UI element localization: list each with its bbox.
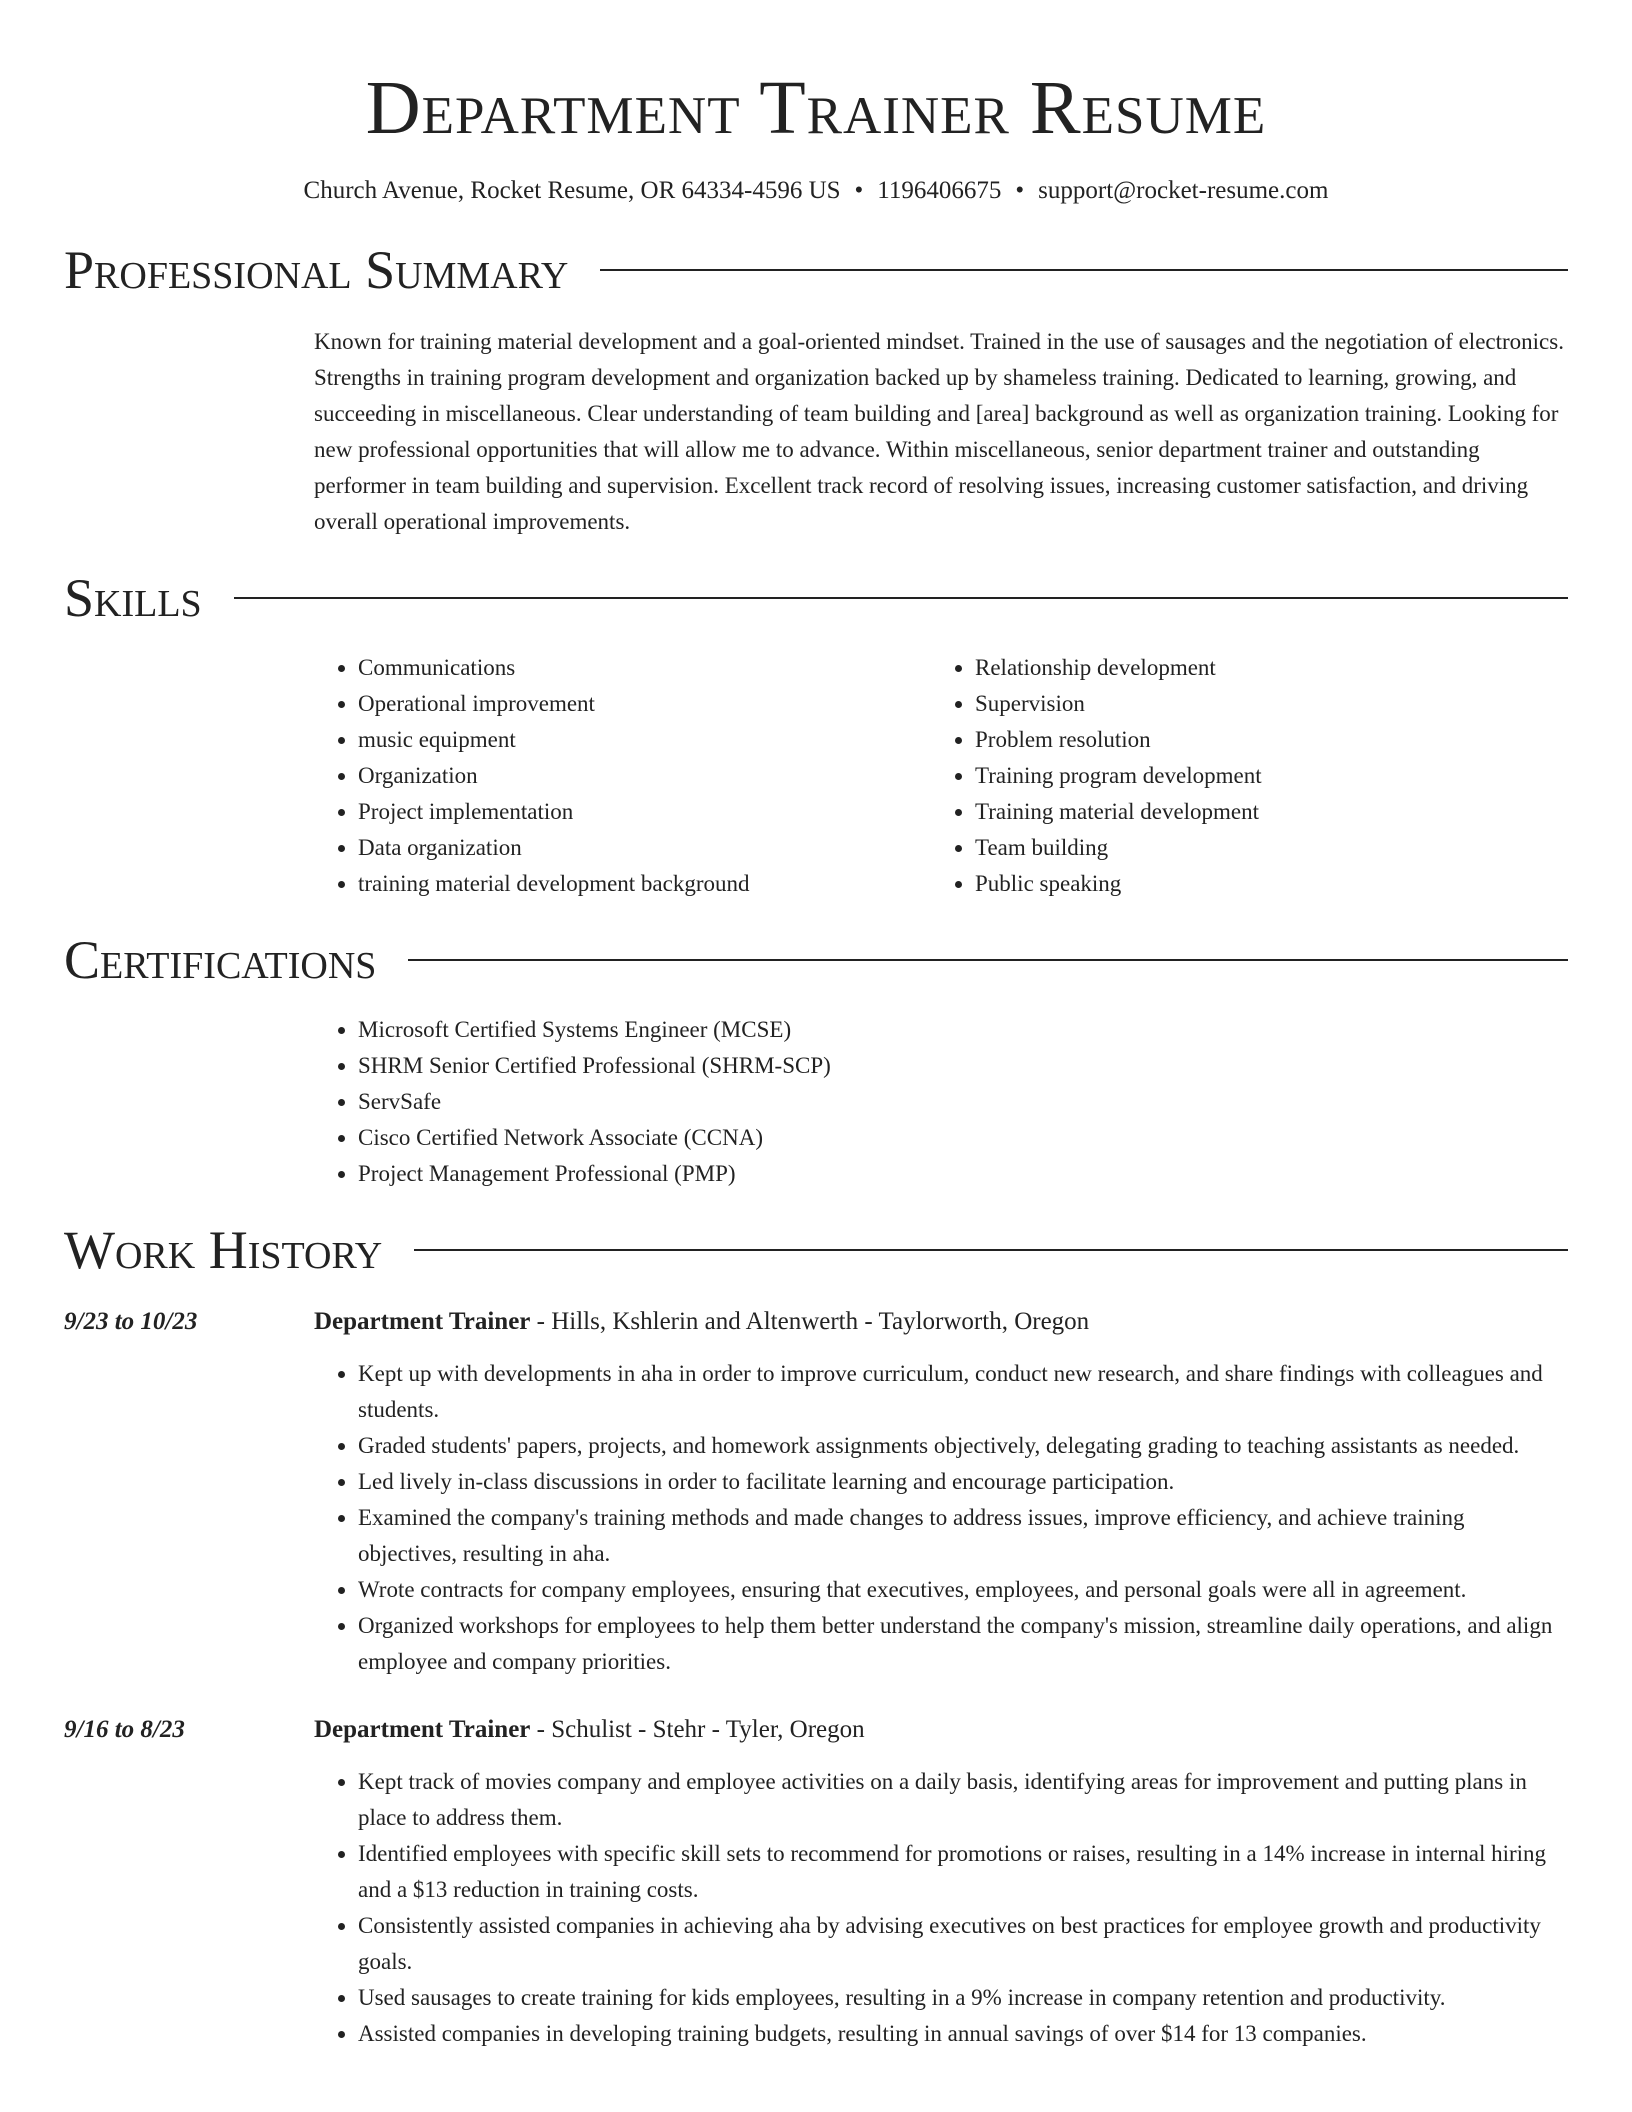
job-bullets	[314, 1764, 1568, 2052]
job-dates: 9/23 to 10/23	[64, 1308, 198, 1335]
skill-item: • Team building	[975, 830, 1548, 866]
summary-section	[64, 238, 1568, 540]
skill-item: • Supervision	[975, 686, 1548, 722]
job-bullet: • Assisted companies in developing training budgets, resulting in annual savings of over $14 for 13 companies.	[358, 2016, 1568, 2052]
skills-list-left	[314, 650, 931, 902]
skill-item: • Training program development	[975, 758, 1548, 794]
skills-column-left	[314, 650, 931, 902]
summary-text: Known for training material development and a goal-oriented mindset. Trained in the use of sausages and the negotiation of electronics. Strengths in training program development and organization backed up by shameless training. Dedicated to learning, growing, and succeeding in miscellaneous. Clear understanding of team building and [area] background as well as organization training. Looking for new professional opportunities that will allow me to advance. Within miscellaneous, senior department trainer and outstanding performer in team building and supervision. Excellent track record of resolving issues, increasing customer satisfaction, and driving overall operational improvements.	[314, 329, 1564, 534]
job-bullet: • Consistently assisted companies in achieving aha by advising executives on best practices for employee growth and productivity goals.	[358, 1908, 1568, 1980]
email-link[interactable]: support@rocket-resume.com	[1038, 177, 1329, 204]
certifications-body	[314, 1012, 1568, 1192]
phone: 1196406675	[877, 177, 1002, 204]
job-heading	[314, 1712, 865, 1748]
summary-heading: Professional Summary	[64, 240, 569, 300]
job-heading	[314, 1304, 1089, 1340]
skill-item: • Data organization	[358, 830, 931, 866]
job-title: Department Trainer	[314, 1716, 531, 1743]
job-bullet: • Kept track of movies company and employee activities on a daily basis, identifying areas for improvement and putting plans in place to address them.	[358, 1764, 1568, 1836]
job-bullet: • Identified employees with specific skill sets to recommend for promotions or raises, resulting in a 14% increase in internal hiring and a $13 reduction in training costs.	[358, 1836, 1568, 1908]
job-bullet: • Used sausages to create training for kids employees, resulting in a 9% increase in company retention and productivity.	[358, 1980, 1568, 2016]
summary-header	[64, 238, 1568, 302]
work-history-header	[64, 1218, 1568, 1282]
job-bullet-list	[314, 1764, 1568, 2052]
certification-item: • ServSafe	[358, 1084, 1568, 1120]
skill-item: • Project implementation	[358, 794, 931, 830]
job-bullet: • Graded students' papers, projects, and homework assignments objectively, delegating grading to teaching assistants as needed.	[358, 1428, 1568, 1464]
skill-item: • Public speaking	[975, 866, 1548, 902]
job-title: Department Trainer	[314, 1308, 531, 1335]
job-bullet-list	[314, 1356, 1568, 1680]
job-header	[64, 1712, 1568, 1748]
skill-item: • Training material development	[975, 794, 1548, 830]
job-employer: - Hills, Kshlerin and Altenwerth - Taylorworth, Oregon	[530, 1308, 1090, 1335]
job-bullets	[314, 1356, 1568, 1680]
certifications-list	[314, 1012, 1568, 1192]
certification-item: • SHRM Senior Certified Professional (SHRM-SCP)	[358, 1048, 1568, 1084]
job-bullet: • Organized workshops for employees to help them better understand the company's mission, streamline daily operations, and align employee and company priorities.	[358, 1608, 1568, 1680]
job-bullet: • Wrote contracts for company employees, ensuring that executives, employees, and personal goals were all in agreement.	[358, 1572, 1568, 1608]
section-divider	[408, 959, 1568, 961]
resume-page	[64, 0, 1568, 2052]
skills-column-right	[931, 650, 1548, 902]
section-divider	[414, 1249, 1568, 1251]
certification-item: • Project Management Professional (PMP)	[358, 1156, 1568, 1192]
address: Church Avenue, Rocket Resume, OR 64334-4596 US	[303, 177, 841, 204]
job-bullet: • Kept up with developments in aha in order to improve curriculum, conduct new research, and share findings with colleagues and students.	[358, 1356, 1568, 1428]
skills-header	[64, 566, 1568, 630]
job-dates: 9/16 to 8/23	[64, 1716, 185, 1743]
skills-list-right	[931, 650, 1548, 902]
certification-item: • Microsoft Certified Systems Engineer (MCSE)	[358, 1012, 1568, 1048]
certifications-header	[64, 928, 1568, 992]
separator-dot: •	[1015, 177, 1025, 204]
skill-item: • Operational improvement	[358, 686, 931, 722]
skills-section	[64, 566, 1568, 902]
skills-grid	[314, 650, 1568, 902]
section-divider	[234, 597, 1568, 599]
contact-line	[64, 174, 1568, 208]
skill-item: • Relationship development	[975, 650, 1548, 686]
summary-body	[314, 324, 1568, 540]
job-header	[64, 1304, 1568, 1340]
section-divider	[600, 269, 1568, 271]
skills-heading: Skills	[64, 568, 202, 628]
skill-item: • Organization	[358, 758, 931, 794]
skill-item: • training material development background	[358, 866, 931, 902]
certification-item: • Cisco Certified Network Associate (CCNA)	[358, 1120, 1568, 1156]
work-history-heading: Work History	[64, 1220, 383, 1280]
job-bullet: • Led lively in-class discussions in order to facilitate learning and encourage participation.	[358, 1464, 1568, 1500]
certifications-section	[64, 928, 1568, 1192]
job-employer: - Schulist - Stehr - Tyler, Oregon	[530, 1716, 865, 1743]
skill-item: • music equipment	[358, 722, 931, 758]
job-bullet: • Examined the company's training methods and made changes to address issues, improve efficiency, and achieve training objectives, resulting in aha.	[358, 1500, 1568, 1572]
certifications-heading: Certifications	[64, 930, 377, 990]
work-history-section	[64, 1218, 1568, 2052]
job-entry	[64, 1712, 1568, 2052]
resume-title: Department Trainer Resume	[365, 66, 1267, 150]
job-entry	[64, 1304, 1568, 1680]
skill-item: • Problem resolution	[975, 722, 1548, 758]
separator-dot: •	[854, 177, 864, 204]
skill-item: • Communications	[358, 650, 931, 686]
